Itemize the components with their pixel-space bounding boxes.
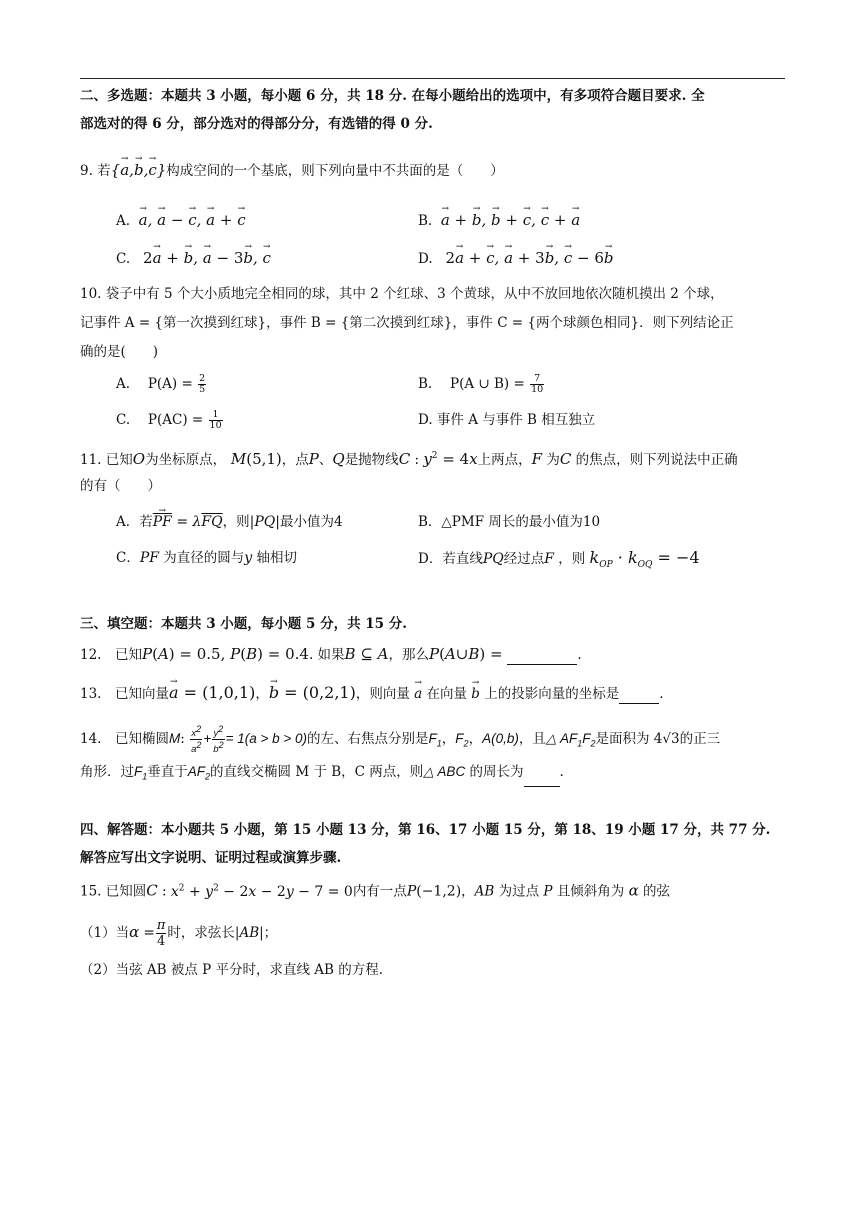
question-9: [80, 160, 504, 181]
q14-answer-blank[interactable]: [524, 786, 560, 787]
question-12: 12. 已知P(A) = 0.5, P(B) = 0.4. 如果B ⊆ A，那么P(A∪B) = .: [80, 645, 582, 663]
section4-line2: 解答应写出文字说明、证明过程或演算步骤.: [80, 850, 342, 866]
q11-option-d: D．若直线PQ经过点F ，则 $k_{OP} \cdot k_{OQ} = -4$: [418, 548, 700, 571]
section2-line1: 二、多选题：本题共 3 小题，每小题 6 分，共 18 分. 在每小题给出的选项中，有多项符合题目要求. 全: [80, 88, 705, 104]
q9-d-label: D.: [418, 251, 433, 267]
q9-option-b: B. → a + → b, → b + → c, → c + → a: [418, 210, 580, 231]
q15-e: 的弦: [643, 883, 671, 900]
q13-e: 上的投影向量的坐标是: [484, 686, 620, 702]
q10-line1: 10. 袋子中有 5 个大小质地完全相同的球，其中 2 个红球、3 个黄球，从中不放回地依次随机摸出 2 个球，: [80, 286, 724, 302]
q10-c-text: C. P(AC) =: [116, 412, 204, 428]
q12-a: 12. 已知: [80, 647, 142, 663]
q11-option-a: A．若→ $\overline{PF} = \lambda\overline{FQ}$，则|PQ|最小值为4: [116, 512, 343, 532]
q11-line1: 11. 已知O为坐标原点， M(5,1)，点P、Q是抛物线C : $y^2 = 4x$上两点，F 为C 的焦点，则下列说法中正确: [80, 450, 738, 468]
q11-t6: 为: [546, 452, 560, 468]
q10-b-num: 7: [530, 374, 544, 385]
q15-b: 内有一点: [352, 883, 407, 900]
q14-line2: 角形．过$F_1$垂直于$AF_2$的直线交椭圆 M 于 B，C 两点，则△ ABC 的周长为 .: [80, 762, 564, 787]
q11-d3: ，则: [558, 551, 586, 567]
q11-option-c: C．PF 为直径的圆与y 轴相切: [116, 550, 297, 566]
q14-l2c: 的直线交椭圆 M 于 B，C 两点，则: [210, 764, 424, 780]
q9-a-label: A.: [116, 213, 131, 229]
q9-option-a: A. → a, → a − → c, → a + → c: [116, 210, 246, 231]
q11-c2: 为直径的圆与: [163, 550, 245, 566]
q11-t2: 为坐标原点，: [145, 452, 227, 468]
q11-option-b: B．△PMF 周长的最小值为10: [418, 514, 601, 530]
q15-p1b: 时，求弦长: [167, 925, 235, 941]
q13-a: 13. 已知向量: [80, 686, 169, 702]
q11-d2: 经过点: [503, 551, 545, 567]
section4-line1: 四、解答题：本小题共 5 小题，第 15 小题 13 分，第 16、17 小题 15 分，第 18、19 小题 17 分，共 77 分.: [80, 822, 771, 838]
q9-basis: {→ a,→ b,→ c}: [111, 161, 167, 179]
q10-option-c: [116, 410, 224, 431]
q11-a1: A．若: [116, 514, 153, 530]
q13-b: ，: [255, 686, 269, 702]
q14-l2e: .: [559, 764, 564, 780]
q15-d: 且倾斜角为: [556, 883, 625, 900]
q15-c: 为过点: [498, 883, 540, 900]
q12-b: . 如果: [308, 647, 345, 663]
q13-answer-blank[interactable]: [619, 703, 659, 704]
q14-e: 的正三: [679, 731, 721, 748]
section3-title: 三、填空题：本题共 3 小题，每小题 5 分，共 15 分.: [80, 616, 407, 632]
q12-answer-blank[interactable]: [507, 664, 577, 665]
q9-suffix: 构成空间的一个基底，则下列向量中不共面的是（ ）: [166, 163, 504, 179]
section2-line2: 部选对的得 6 分，部分选对的得部分分，有选错的得 0 分.: [80, 116, 433, 132]
q11-t1: 11. 已知: [80, 452, 133, 468]
q10-a-den: 5: [199, 384, 206, 395]
q13-d: 在向量: [426, 686, 467, 702]
q13-c: ，则向量: [355, 686, 410, 702]
q9-option-d: D. 2→ a + → c, → a + 3→ b, → c − 6→ b: [418, 248, 614, 269]
q14-l2d: 的周长为: [469, 764, 524, 780]
q11-line2: 的有（ ）: [80, 478, 161, 494]
question-13: 13. 已知向量→ a = (1,0,1)，→ b = (0,2,1)，则向量 → a 在向量 → b 上的投影向量的坐标是 .: [80, 683, 664, 704]
q9-c-label: C.: [116, 251, 131, 267]
q13-f: .: [659, 686, 664, 702]
q10-b-den: 10: [531, 384, 544, 395]
q15-part2: （2）当弦 AB 被点 P 平分时，求直线 AB 的方程.: [80, 962, 384, 978]
q9-prefix: 9. 若: [80, 163, 111, 179]
q11-c1: C．: [116, 550, 140, 566]
q15-part1: （1）当α = $\frac{\pi}{4}$ 时，求弦长|AB|；: [80, 918, 278, 949]
q10-c-den: 10: [209, 420, 222, 431]
q11-c3: 轴相切: [256, 550, 297, 566]
q14-l2a: 角形．过: [80, 764, 134, 780]
q9-b-label: B.: [418, 213, 433, 229]
q14-line1: 14. 已知椭圆M: $\frac{x2}{a2}$ + $\frac{y2}{b2}$ = 1(a > b > 0)的左、右焦点分别是$F_1$，$F_2$，A(0,b)，且△ $AF_1F_2$是面积为 4√3的正三: [80, 724, 721, 756]
q14-b: 的左、右焦点分别是: [307, 731, 429, 748]
q11-t5: 上两点，: [477, 452, 532, 468]
q11-t7: 的焦点，则下列说法中正确: [575, 452, 738, 468]
q10-line2: 记事件 A = {第一次摸到红球}，事件 B = {第二次摸到红球}，事件 C = {两个球颜色相同}．则下列结论正: [80, 315, 734, 331]
q10-option-b: [418, 374, 545, 395]
q11-a3: 最小值为4: [279, 514, 343, 530]
q12-d: .: [577, 647, 582, 663]
q12-c: ，那么: [388, 647, 429, 663]
q14-c: ，且: [518, 731, 546, 748]
q15-a: 15. 已知圆: [80, 883, 147, 900]
q11-a2: ，则: [222, 514, 250, 530]
question-15: 15. 已知圆C : $x^2 + y^2 - 2x - 2y - 7 = 0$内有一点P(−1,2)，AB 为过点 P 且倾斜角为 α 的弦: [80, 881, 671, 900]
q10-option-d: D. 事件 A 与事件 B 相互独立: [418, 412, 596, 428]
q10-option-a: [116, 374, 207, 395]
q15-p1a: （1）当: [80, 925, 130, 941]
q11-d1: D．若直线: [418, 551, 483, 567]
q10-a-num: 2: [199, 373, 206, 384]
q10-b-text: B. P(A ∪ B) =: [418, 376, 525, 392]
q10-c-num: 1: [209, 410, 223, 421]
q11-t3: ，点: [281, 452, 309, 468]
q11-t4: 是抛物线: [344, 452, 399, 468]
q9-option-c: C. 2→ a + → b, → a − 3→ b, → c: [116, 248, 271, 269]
q14-a: 14. 已知椭圆: [80, 731, 169, 748]
q10-a-text: A. P(A) =: [116, 376, 193, 392]
q15-p1c: ；: [263, 925, 278, 941]
q14-l2b: 垂直于: [147, 764, 188, 780]
q10-line3: 确的是( ): [80, 344, 159, 360]
top-rule: [80, 78, 785, 79]
q14-d: 是面积为: [595, 731, 650, 748]
